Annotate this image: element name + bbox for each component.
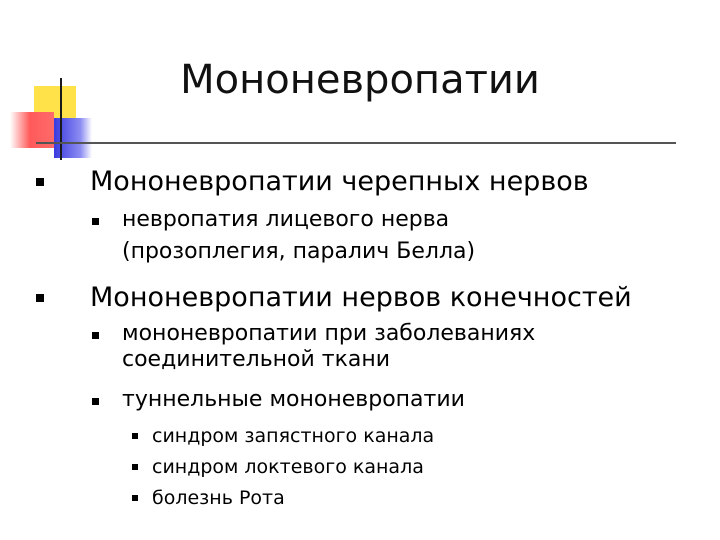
sub-sub-bullet-marker [132,495,138,501]
sub-sub-bullet-text: синдром запястного канала [152,425,435,447]
sub-bullet-text-line: мононевропатии при заболеваниях [122,321,536,346]
decor-vertical-line [60,78,62,160]
sub-sub-bullet-marker [132,433,138,439]
sub-bullet-marker [92,398,99,405]
sub-bullet-text-line: (прозоплегия, паралич Белла) [122,239,476,264]
sub-bullet-text-line: невропатия лицевого нерва [122,207,450,232]
bullet-text: Мононевропатии черепных нервов [90,166,589,197]
sub-sub-bullet-marker [132,464,138,470]
sub-bullet-text-line: соединительной ткани [122,347,391,372]
sub-bullet-text-line: туннельные мононевропатии [122,387,465,412]
bullet-text: Мононевропатии нервов конечностей [90,282,632,313]
sub-bullet-marker [92,218,99,225]
sub-sub-bullet-text: болезнь Рота [152,487,285,509]
bullet-marker [36,178,44,186]
sub-sub-bullet-text: синдром локтевого канала [152,456,424,478]
slide-title: Мононевропатии [180,57,540,103]
bullet-marker [36,294,44,302]
title-underline [36,142,676,144]
sub-bullet-marker [92,332,99,339]
